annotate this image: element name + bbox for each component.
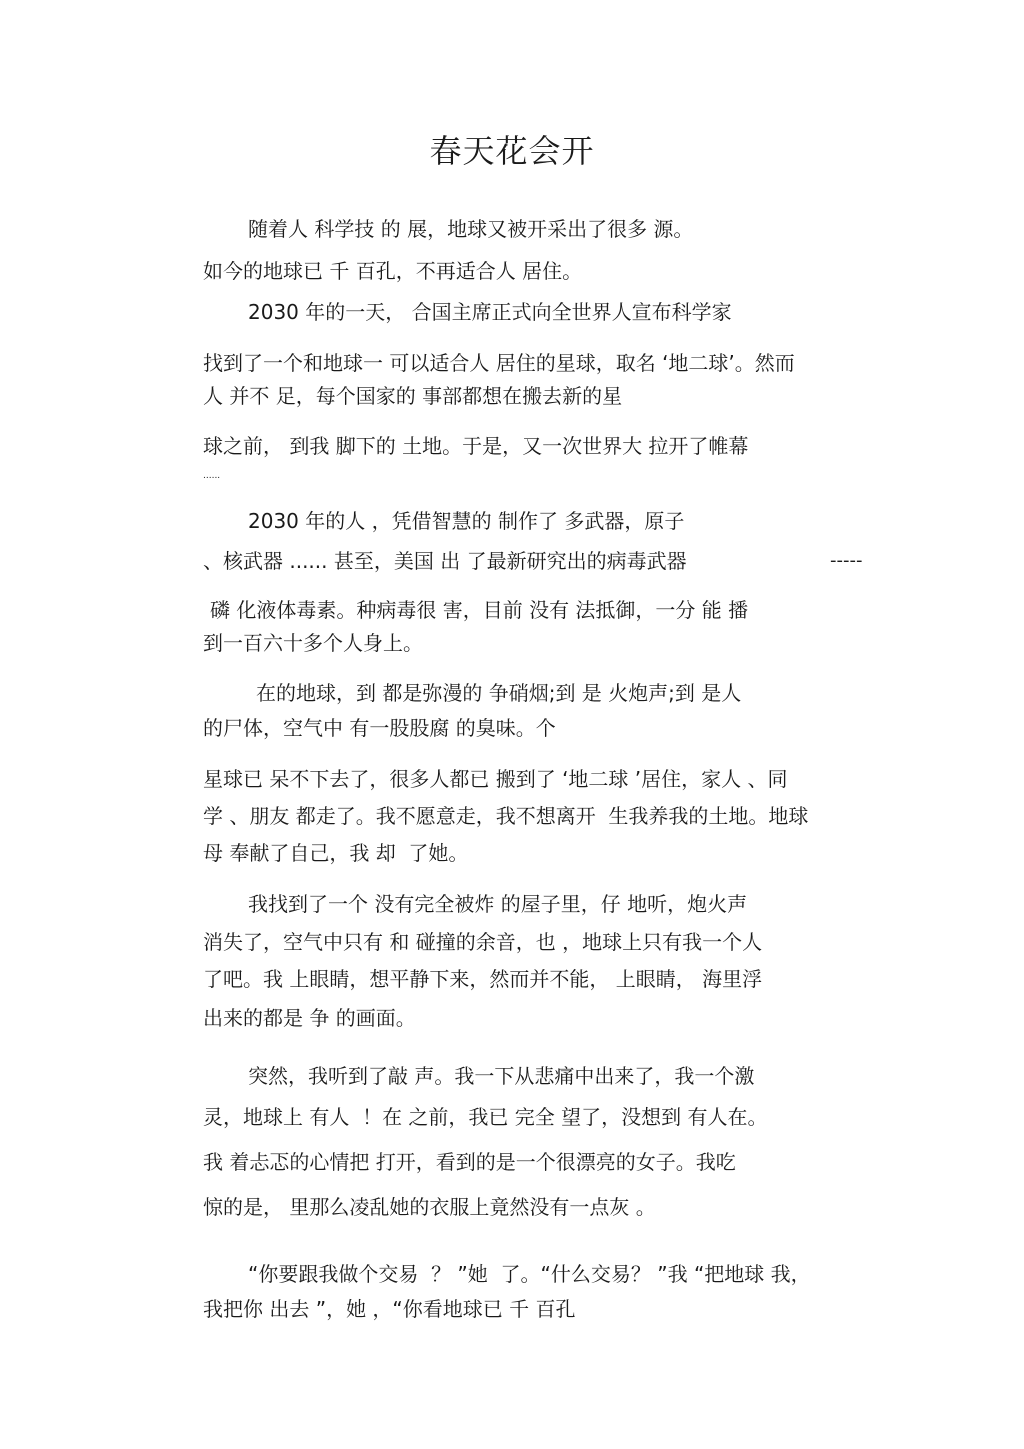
text-line: 学 、朋友 都走了。我不愿意走，我不想离开 生我养我的土地。地球 (203, 804, 809, 828)
text-line: 找到了一个和地球一 可以适合人 居住的星球，取名 ‘地二球’。然而 (203, 351, 795, 375)
text-line: 惊的是， 里那么凌乱她的衣服上竟然没有一点灰 。 (203, 1195, 656, 1219)
text-line: 在的地球，到 都是弥漫的 争硝烟;到 是 火炮声;到 是人 (256, 681, 742, 705)
text-line: 我把你 出去 ”，她 ，“你看地球已 千 百孔 (203, 1297, 576, 1321)
text-line: 、核武器 ...... 甚至，美国 出 了最新研究出的病毒武器 (203, 549, 687, 573)
text-line: 了吧。我 上眼睛，想平静下来，然而并不能， 上眼睛， 海里浮 (203, 967, 763, 991)
text-line: 我找到了一个 没有完全被炸 的屋子里，仔 地听，炮火声 (248, 892, 748, 916)
text-line: 我 着忐忑的心情把 打开，看到的是一个很漂亮的女子。我吃 (203, 1150, 736, 1174)
text-line: 的尸体，空气中 有一股股腐 的臭味。个 (203, 716, 556, 740)
text-line: 母 奉献了自己，我 却 了她。 (203, 841, 469, 865)
page-title: 春天花会开 (429, 132, 595, 170)
text-line: 灵，地球上 有人 ！在 之前，我已 完全 望了，没想到 有人在。 (203, 1105, 768, 1129)
text-dash: ----- (830, 550, 863, 571)
text-line: 随着人 科学技 的 展，地球又被开采出了很多 源。 (248, 217, 694, 241)
text-line: 出来的都是 争 的画面。 (203, 1006, 416, 1030)
text-line: 到一百六十多个人身上。 (203, 631, 423, 655)
text-line: 如今的地球已 千 百孔，不再适合人 居住。 (203, 259, 583, 283)
text-line: “你要跟我做个交易 ？ ”她 了。“什么交易？ ”我 “把地球 我， (248, 1262, 811, 1286)
text-line: 星球已 呆不下去了，很多人都已 搬到了 ‘地二球 ’居住，家人 、同 (203, 767, 788, 791)
text-line: 球之前， 到我 脚下的 土地。于是，又一次世界大 拉开了帷幕 (203, 434, 749, 458)
text-ellipsis: ...... (203, 471, 221, 481)
text-line: 突然，我听到了敲 声。我一下从悲痛中出来了，我一个激 (248, 1064, 755, 1088)
text-line: 2030 年的人 ，凭借智慧的 制作了 多武器，原子 (248, 509, 685, 533)
text-line: 2030 年的一天， 合国主席正式向全世界人宣布科学家 (248, 300, 732, 324)
text-line: 消失了，空气中只有 和 碰撞的余音，也 ，地球上只有我一个人 (203, 930, 763, 954)
text-line: 磷 化液体毒素。种病毒很 害，目前 没有 法抵御，一分 能 播 (210, 598, 749, 622)
text-line: 人 并不 足，每个国家的 事部都想在搬去新的星 (203, 384, 623, 408)
